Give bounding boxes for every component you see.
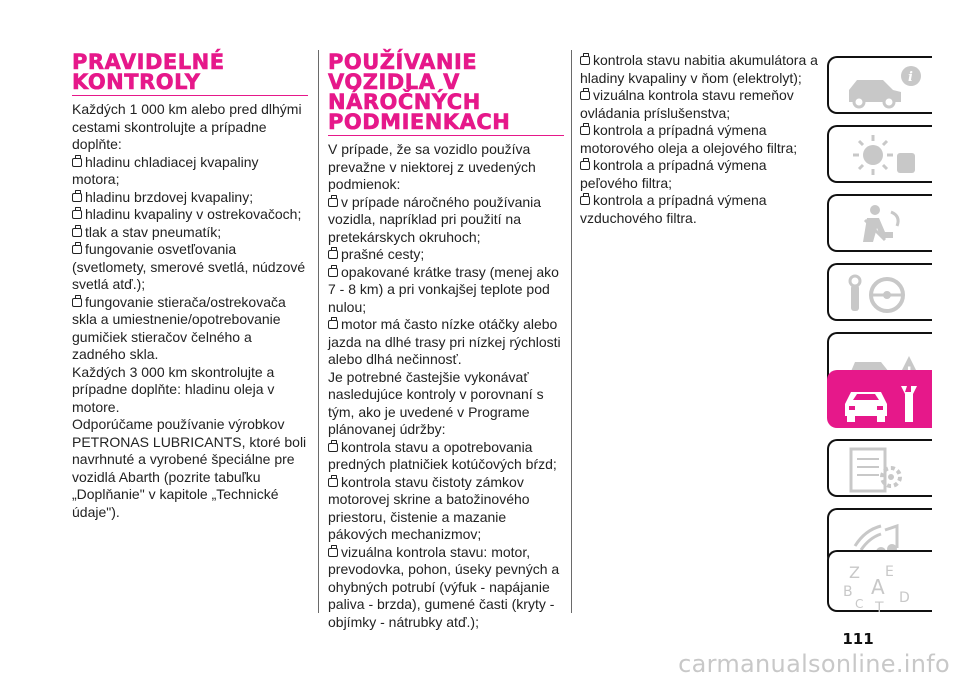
list-item: hladinu kvapaliny v ostrekovačoch; xyxy=(72,206,308,224)
dashboard-lights-icon xyxy=(841,133,927,179)
checkbox-bullet-icon xyxy=(328,198,338,207)
bullet-list xyxy=(72,154,308,364)
checkbox-bullet-icon xyxy=(328,268,338,277)
data-sheet-gear-icon xyxy=(841,447,927,493)
tab-technical-data[interactable] xyxy=(827,439,932,497)
checkbox-bullet-icon xyxy=(72,158,82,167)
list-item: kontrola a prípadná výmena motorového oleja a olejového filtra; xyxy=(580,122,798,156)
checkbox-bullet-icon xyxy=(72,298,82,307)
list-item: kontrola stavu čistoty zámkov motorovej skrine a batožinového priestoru, čistenie a mazanie pákových mechanizmov; xyxy=(328,473,530,542)
checkbox-bullet-icon xyxy=(328,250,338,259)
more-frequent-checks-paragraph: Je potrebné častejšie vykonávať nasledujúce kontroly v porovnaní s tým, ako je uvedené v Programe plánovanej údržby: xyxy=(328,368,544,437)
checkbox-bullet-icon xyxy=(580,161,590,170)
list-item: v prípade náročného používania vozidla, napríklad pri použití na pretekárskych okruhoch; xyxy=(328,193,542,245)
list-item: vizuálna kontrola stavu remeňov ovládania príslušenstva; xyxy=(580,87,794,121)
car-wrench-icon xyxy=(841,378,927,424)
tab-safety[interactable] xyxy=(827,194,932,252)
steering-key-icon xyxy=(841,271,927,317)
bullet-list xyxy=(580,52,818,227)
list-item: fungovanie stierača/ostrekovača skla a umiestnenie/opotrebovanie gumičiek stieračov čelného a zadného skla. xyxy=(72,293,286,362)
index-letter: Z xyxy=(849,563,860,582)
checkbox-bullet-icon xyxy=(328,443,338,452)
page-number: 111 xyxy=(842,630,874,648)
section-heading-regular-checks: PRAVIDELNÉ KONTROLY xyxy=(72,52,308,96)
intro-paragraph: V prípade, že sa vozidlo používa prevažne v niektorej z uvedených podmienok: xyxy=(328,141,536,192)
tab-maintenance[interactable] xyxy=(827,370,932,428)
column-divider xyxy=(571,50,572,613)
list-item: hladinu brzdovej kvapaliny; xyxy=(72,189,308,207)
list-item: motor má často nízke otáčky alebo jazda na dlhé trasy pri nízkej rýchlosti alebo dlhá nečinnosť. xyxy=(328,316,561,367)
index-letter: D xyxy=(899,590,910,606)
column-severe-conditions xyxy=(328,52,564,631)
index-letter: T xyxy=(875,600,884,612)
tab-dashboard[interactable] xyxy=(827,125,932,183)
index-letter: C xyxy=(855,597,864,611)
list-item: opakované krátke trasy (menej ako 7 - 8 km) a pri vonkajšej teplote pod nulou; xyxy=(328,263,559,315)
checkbox-bullet-icon xyxy=(328,548,338,557)
checkbox-bullet-icon xyxy=(328,478,338,487)
checkbox-bullet-icon xyxy=(72,245,82,254)
list-item: kontrola stavu nabitia akumulátora a hladiny kvapaliny v ňom (elektrolyt); xyxy=(580,52,818,86)
petronas-paragraph: Odporúčame používanie výrobkov PETRONAS LUBRICANTS, ktoré boli navrhnuté a vyrobené špeciálne pre vozidlá Abarth (pozrite tabuľku „Doplňanie" v kapitole „Technické údaje"). xyxy=(72,416,307,520)
bullet-list xyxy=(328,439,564,632)
column-regular-checks xyxy=(72,52,308,521)
list-item: kontrola a prípadná výmena peľového filtra; xyxy=(580,157,767,191)
index-letter: A xyxy=(871,575,885,599)
column-continued-checks xyxy=(580,52,818,227)
list-item: prašné cesty; xyxy=(328,246,564,264)
checkbox-bullet-icon xyxy=(580,91,590,100)
checkbox-bullet-icon xyxy=(72,210,82,219)
bullet-list xyxy=(328,194,564,369)
list-item: tlak a stav pneumatík; xyxy=(72,224,308,242)
list-item: fungovanie osvetľovania (svetlomety, smerové svetlá, núdzové svetlá atď.); xyxy=(72,241,306,292)
checkbox-bullet-icon xyxy=(72,228,82,237)
column-divider xyxy=(318,50,319,613)
index-letter: E xyxy=(885,564,894,580)
seat-airbag-icon xyxy=(841,202,927,248)
oil-check-paragraph: Každých 3 000 km skontrolujte a prípadne doplňte: hladinu oleja v motore. xyxy=(72,363,275,415)
list-item: hladinu chladiacej kvapaliny motora; xyxy=(72,153,259,187)
section-heading-severe-conditions: POUŽÍVANIE VOZIDLA V NÁROČNÝCH PODMIENKACH xyxy=(328,52,564,136)
intro-paragraph: Každých 1 000 km alebo pred dlhými cestami skontrolujte a prípadne doplňte: xyxy=(72,101,302,152)
car-info-icon xyxy=(841,64,927,110)
index-letter: B xyxy=(843,584,853,600)
list-item: kontrola stavu a opotrebovania predných platničiek kotúčových bŕzd; xyxy=(328,438,557,472)
checkbox-bullet-icon xyxy=(580,126,590,135)
checkbox-bullet-icon xyxy=(328,320,338,329)
checkbox-bullet-icon xyxy=(580,56,590,65)
alphabetical-index-icon xyxy=(841,558,927,612)
svg-text:i: i xyxy=(908,70,913,85)
checkbox-bullet-icon xyxy=(72,193,82,202)
watermark-text: carmanualsonline.info xyxy=(678,650,950,678)
tab-car-info[interactable] xyxy=(827,56,932,114)
list-item: kontrola a prípadná výmena vzduchového filtra. xyxy=(580,192,767,226)
list-item: vizuálna kontrola stavu: motor, prevodovka, pohon, úseky pevných a ohybných potrubí (výfuk - napájanie paliva - brzda), gumené časti (kryty - objímky - nátrubky atď.); xyxy=(328,543,560,630)
tab-starting-driving[interactable] xyxy=(827,263,932,321)
checkbox-bullet-icon xyxy=(580,196,590,205)
tab-index[interactable] xyxy=(827,550,932,612)
